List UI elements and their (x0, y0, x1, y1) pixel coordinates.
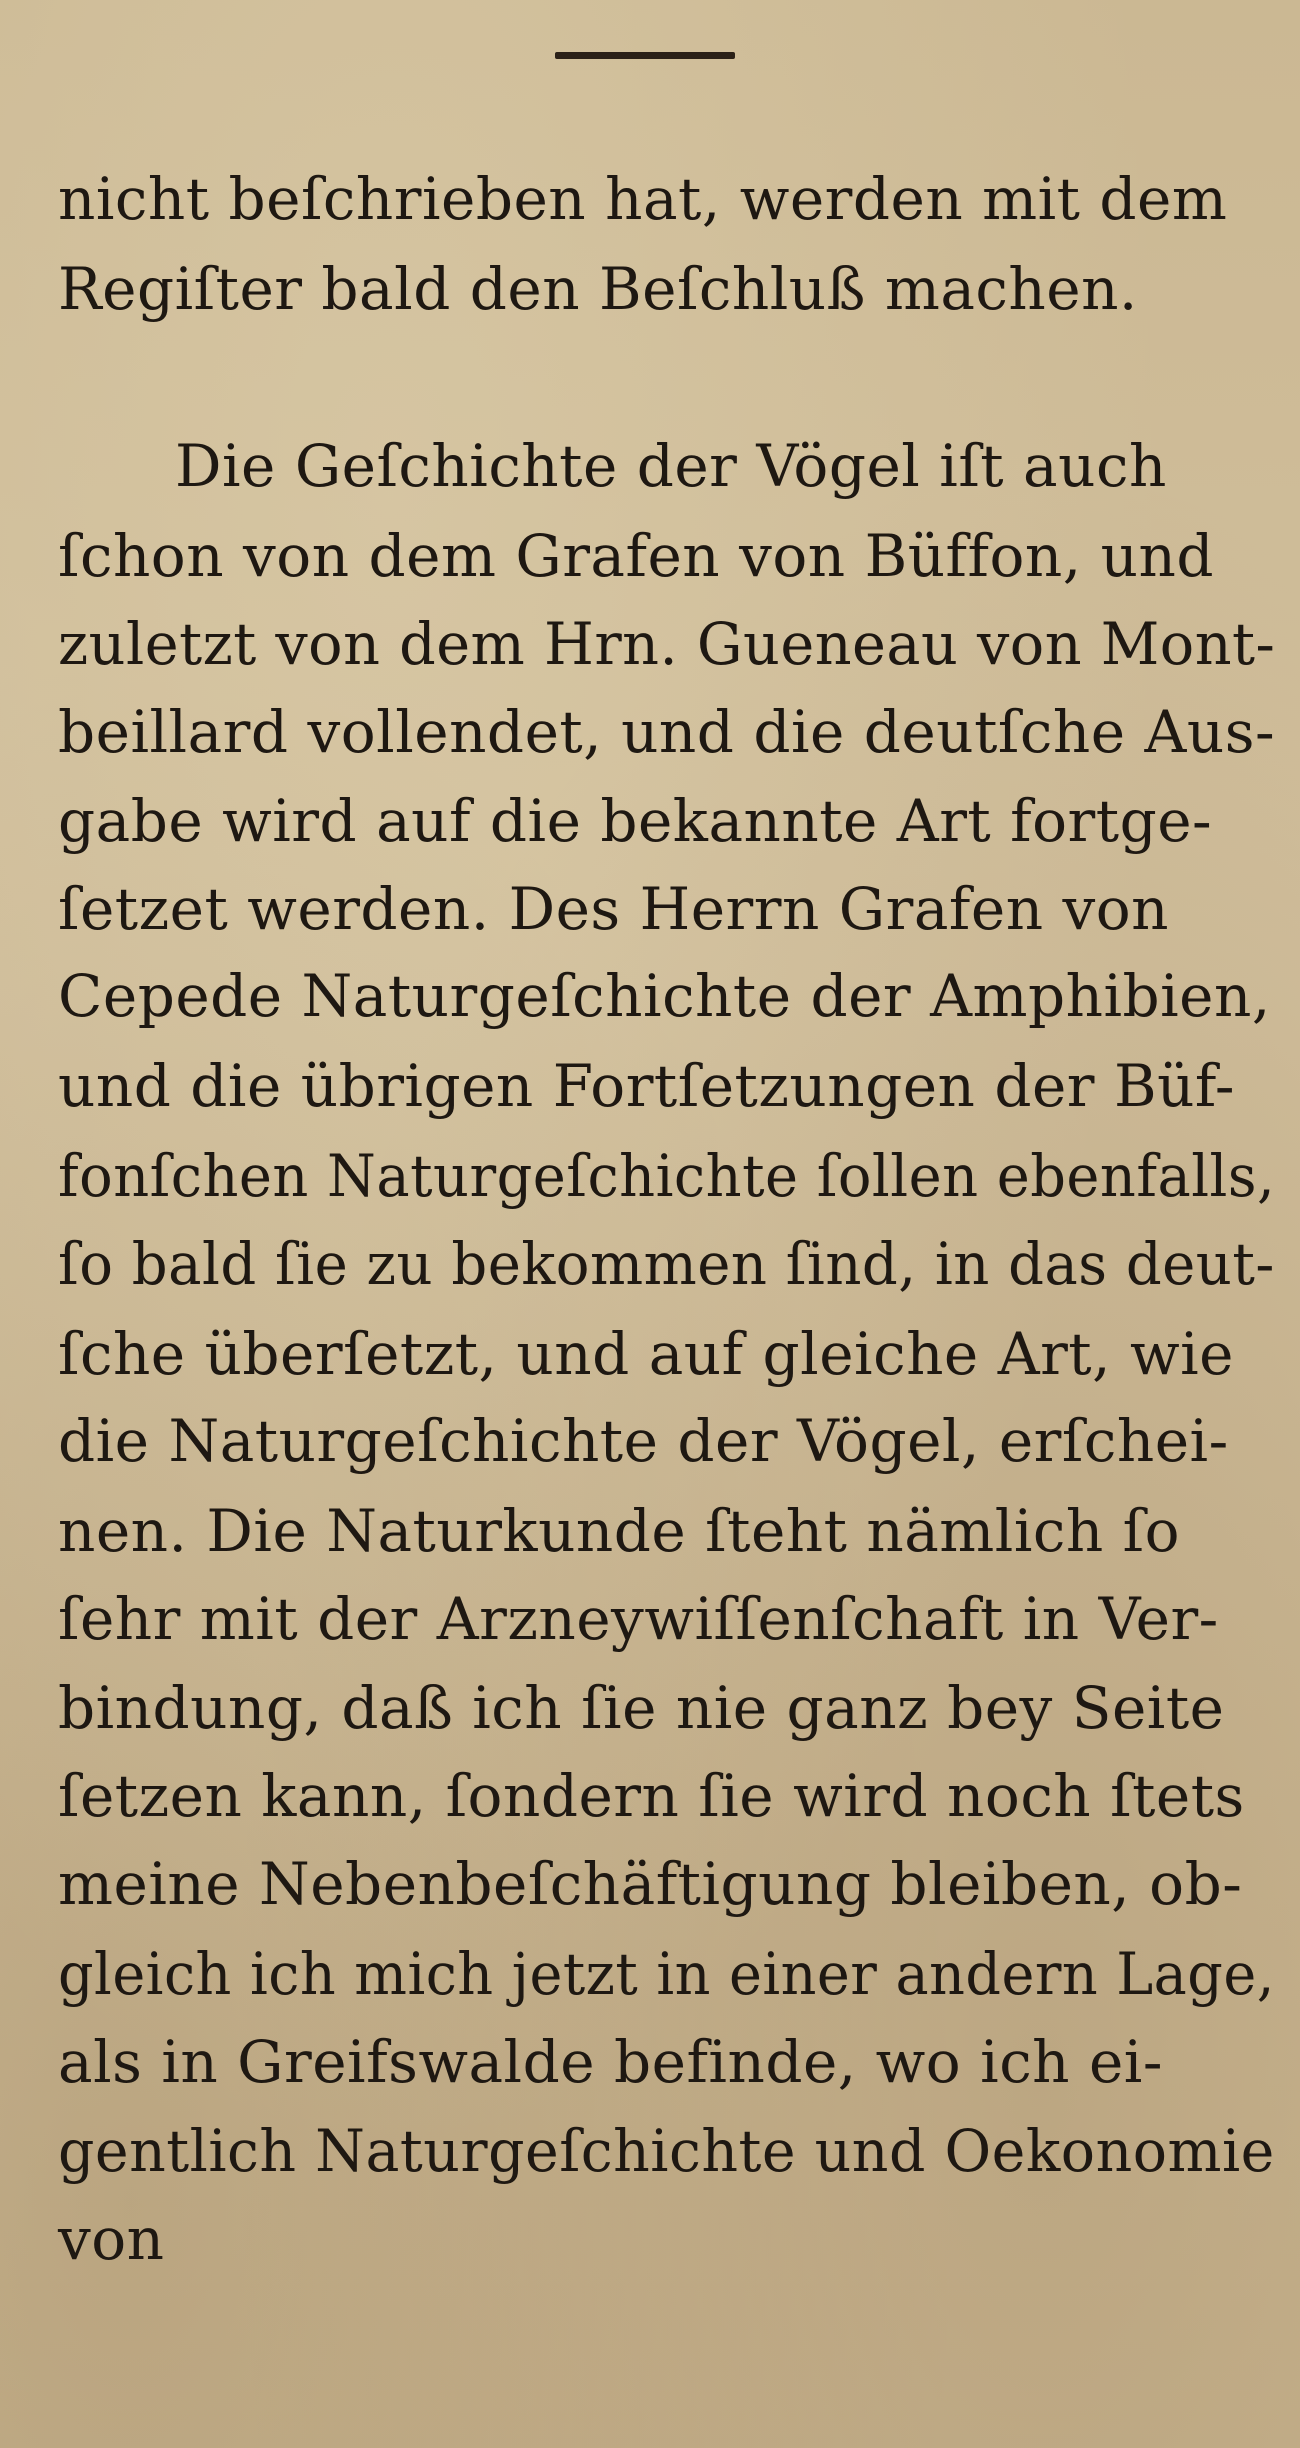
text-line: bindung, daß ich ſie nie ganz bey Seite (58, 1674, 1225, 1742)
text-line: als in Greifswalde befinde, wo ich ei- (58, 2028, 1163, 2096)
text-line: beillard vollendet, und die deutſche Aus- (58, 698, 1276, 766)
text-line: gabe wird auf die bekannte Art fortge- (58, 787, 1213, 855)
text-line: zuletzt von dem Hrn. Gueneau von Mont- (58, 610, 1276, 678)
text-line: ſetzet werden. Des Herrn Grafen von (58, 875, 1170, 943)
catchword: von (58, 2205, 165, 2273)
text-line: ſetzen kann, ſondern ſie wird noch ſtets (58, 1762, 1245, 1830)
text-line: ſehr mit der Arzneywiſſenſchaft in Ver- (58, 1585, 1219, 1653)
text-line: gleich ich mich jetzt in einer andern Lage, (58, 1940, 1275, 2008)
text-line: ſo bald ſie zu bekommen ſind, in das deut- (58, 1230, 1275, 1298)
text-line: nen. Die Naturkunde ſteht nämlich ſo (58, 1497, 1181, 1565)
text-line: die Naturgeſchichte der Vögel, erſchei- (58, 1407, 1229, 1475)
text-line: fonſchen Naturgeſchichte ſollen ebenfalls, (58, 1142, 1276, 1210)
text-line: Regiſter bald den Beſchluß machen. (58, 255, 1138, 323)
text-line: Cepede Naturgeſchichte der Amphibien, (58, 962, 1271, 1030)
text-line: und die übrigen Fortſetzungen der Büf- (58, 1052, 1235, 1120)
text-line: nicht beſchrieben hat, werden mit dem (58, 165, 1228, 233)
text-line: ſchon von dem Grafen von Büffon, und (58, 522, 1214, 590)
text-line: gentlich Naturgeſchichte und Oekonomie (58, 2117, 1275, 2185)
text-line: ſche überſetzt, und auf gleiche Art, wie (58, 1320, 1235, 1388)
text-line: Die Geſchichte der Vögel iſt auch (175, 432, 1167, 500)
text-line: meine Nebenbeſchäftigung bleiben, ob- (58, 1850, 1243, 1918)
